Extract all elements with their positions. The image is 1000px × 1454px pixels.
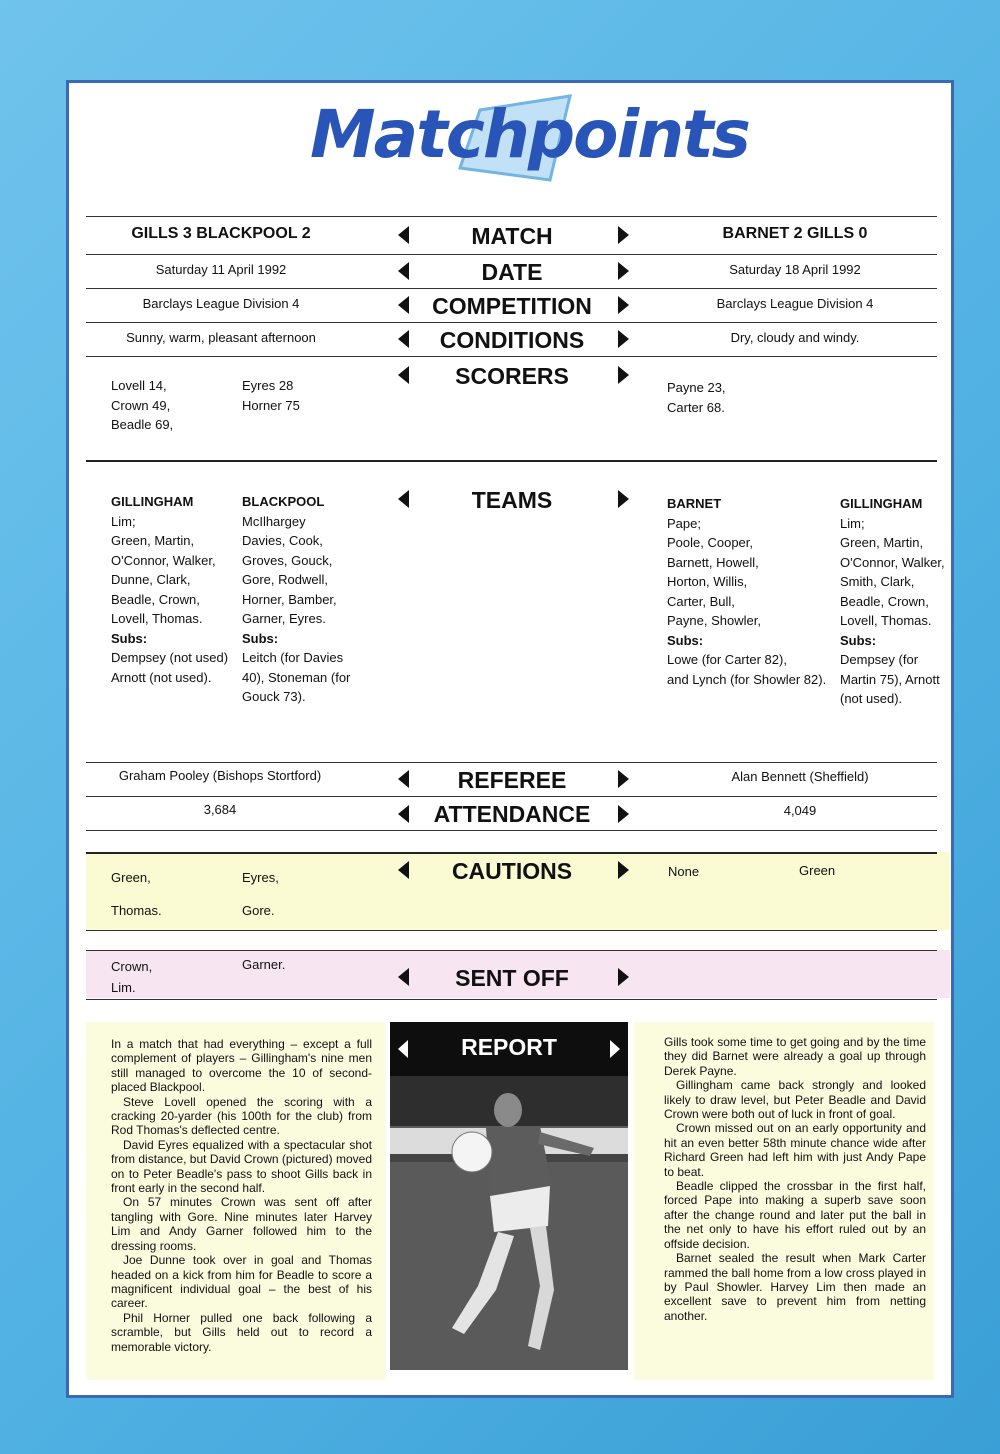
label-report: REPORT bbox=[461, 1034, 557, 1060]
left-attendance: 3,684 bbox=[203, 802, 237, 817]
left-cautions-home bbox=[111, 861, 231, 927]
subs-label: Subs: bbox=[667, 632, 704, 648]
player-line: Beadle, Crown, bbox=[111, 591, 200, 607]
sub-line: Dempsey (not used) bbox=[111, 650, 229, 665]
right-arrow-icon bbox=[618, 770, 629, 788]
left-arrow-icon bbox=[398, 296, 409, 314]
left-sent-off-home bbox=[111, 956, 231, 998]
scorer: Beadle 69, bbox=[111, 417, 174, 432]
left-arrow-icon bbox=[398, 262, 409, 280]
left-competition: Barclays League Division 4 bbox=[142, 296, 300, 311]
sent-off-player: Crown, bbox=[111, 959, 153, 974]
divider bbox=[86, 288, 937, 289]
sub-line: 40), Stoneman (for bbox=[242, 669, 351, 685]
report-left-text bbox=[111, 1037, 372, 1354]
divider bbox=[86, 356, 937, 357]
label-competition: COMPETITION bbox=[432, 293, 592, 319]
label-sent-off: SENT OFF bbox=[455, 965, 569, 991]
player-line: Smith, Clark, bbox=[840, 574, 915, 589]
right-attendance: 4,049 bbox=[783, 803, 817, 818]
player-line: O'Connor, Walker, bbox=[840, 554, 945, 570]
left-referee: Graham Pooley (Bishops Stortford) bbox=[118, 768, 322, 783]
right-arrow-icon bbox=[618, 330, 629, 348]
left-team-away bbox=[242, 492, 382, 707]
divider bbox=[86, 830, 937, 831]
player-line: Beadle, Crown, bbox=[840, 593, 929, 609]
left-date: Saturday 11 April 1992 bbox=[155, 262, 287, 277]
matchpoints-logo bbox=[310, 90, 749, 190]
player-line: Lovell, Thomas. bbox=[840, 613, 932, 628]
subs-label: Subs: bbox=[840, 632, 877, 648]
player-line: Lim; bbox=[840, 515, 865, 531]
label-attendance: ATTENDANCE bbox=[433, 801, 591, 827]
divider bbox=[86, 460, 937, 462]
left-arrow-icon bbox=[398, 861, 409, 879]
right-arrow-icon bbox=[610, 1040, 620, 1058]
report-paragraph: Gills took some time to get going and by the time they did Barnet were already a goal up through Derek Payne. bbox=[664, 1035, 926, 1078]
player-line: Poole, Cooper, bbox=[667, 535, 754, 550]
player-line: Groves, Gouck, bbox=[242, 552, 333, 568]
player-line: O'Connor, Walker, bbox=[111, 552, 216, 568]
divider bbox=[86, 322, 937, 323]
scorer: Carter 68. bbox=[667, 399, 725, 415]
sub-line: Martin 75), Arnott bbox=[840, 671, 940, 687]
left-team-home bbox=[111, 492, 239, 687]
player-line: Lovell, Thomas. bbox=[111, 611, 203, 626]
report-paragraph: On 57 minutes Crown was sent off after tangling with Gore. Nine minutes later Harvey Lim and Andy Garner followed him to the dressing rooms. bbox=[111, 1195, 372, 1253]
subs-label: Subs: bbox=[242, 630, 279, 646]
player-line: Davies, Cook, bbox=[242, 533, 323, 548]
left-arrow-icon bbox=[398, 805, 409, 823]
player-line: Green, Martin, bbox=[840, 535, 924, 550]
scorer: Horner 75 bbox=[242, 397, 300, 413]
label-conditions: CONDITIONS bbox=[439, 327, 585, 353]
left-cautions-away bbox=[242, 861, 362, 927]
sub-line: and Lynch (for Showler 82). bbox=[667, 671, 827, 687]
right-team-home bbox=[667, 494, 839, 689]
sent-off-player: Lim. bbox=[111, 980, 136, 995]
right-cautions-away: Green bbox=[799, 863, 836, 878]
scorer: Lovell 14, bbox=[111, 378, 167, 393]
divider bbox=[86, 762, 937, 763]
left-scorers-home bbox=[111, 376, 231, 435]
report-paragraph: Barnet sealed the result when Mark Carter rammed the ball home from a low cross played in by Paul Showler. Harvey Lim then made an excellent save to prevent him from netting another. bbox=[664, 1251, 926, 1323]
caution: Gore. bbox=[242, 903, 275, 918]
label-cautions: CAUTIONS bbox=[451, 858, 573, 884]
player-line: McIlhargey bbox=[242, 513, 306, 529]
left-scorers-away bbox=[242, 376, 362, 415]
caution: Eyres, bbox=[242, 870, 279, 885]
logo-title: Matchpoints bbox=[310, 96, 749, 173]
report-paragraph: David Eyres equalized with a spectacular shot from distance, but David Crown (pictured) moved on to Peter Beadle's pass to shoot Gills back in front early in the second half. bbox=[111, 1137, 372, 1196]
player-line: Garner, Eyres. bbox=[242, 611, 326, 626]
report-paragraph: Beadle clipped the crossbar in the first half, forced Pape into making a superb save soon after the change round and later put the ball in the net only to have his effort ruled out by an offside decision. bbox=[664, 1179, 926, 1251]
player-line: Carter, Bull, bbox=[667, 593, 735, 609]
divider bbox=[86, 254, 937, 255]
right-referee: Alan Bennett (Sheffield) bbox=[731, 769, 869, 784]
left-arrow-icon bbox=[398, 226, 409, 244]
player-line: Lim; bbox=[111, 513, 136, 529]
divider bbox=[86, 930, 937, 931]
footballer-photo-icon bbox=[390, 1076, 628, 1370]
divider bbox=[86, 216, 937, 217]
sub-line: Lowe (for Carter 82), bbox=[667, 652, 787, 667]
right-arrow-icon bbox=[618, 366, 629, 384]
report-paragraph: Crown missed out on an early opportunity and hit an even better 58th minute chance wide after Richard Green had left him with just Andy Pape to beat. bbox=[664, 1121, 926, 1179]
report-header bbox=[390, 1022, 628, 1076]
left-arrow-icon bbox=[398, 770, 409, 788]
right-cautions-home: None bbox=[668, 864, 700, 879]
player-line: Payne, Showler, bbox=[667, 613, 761, 628]
player-line: Barnett, Howell, bbox=[667, 554, 759, 570]
player-line: Pape; bbox=[667, 515, 701, 531]
label-match: MATCH bbox=[471, 223, 553, 249]
sub-line: Dempsey (for bbox=[840, 652, 919, 667]
player-photo bbox=[390, 1076, 628, 1370]
report-paragraph: Phil Horner pulled one back following a scramble, but Gills held out to record a memorable victory. bbox=[111, 1310, 372, 1354]
scorer: Eyres 28 bbox=[242, 378, 294, 393]
caution: Thomas. bbox=[111, 903, 162, 918]
right-scorers bbox=[667, 378, 867, 417]
sub-line: Leitch (for Davies bbox=[242, 650, 344, 665]
right-arrow-icon bbox=[618, 296, 629, 314]
sub-line: (not used). bbox=[840, 691, 903, 706]
sub-line: Gouck 73). bbox=[242, 689, 306, 704]
divider bbox=[86, 999, 937, 1000]
left-arrow-icon bbox=[398, 330, 409, 348]
player-line: Horton, Willis, bbox=[667, 574, 748, 589]
left-arrow-icon bbox=[398, 968, 409, 986]
right-arrow-icon bbox=[618, 262, 629, 280]
report-right-text bbox=[664, 1035, 926, 1323]
right-team-away bbox=[840, 494, 950, 709]
report-paragraph: Steve Lovell opened the scoring with a cracking 20-yarder (his 100th for the club) from Rod Thomas's deflected centre. bbox=[111, 1094, 372, 1138]
sub-line: Arnott (not used). bbox=[111, 669, 212, 685]
left-match-title: GILLS 3 BLACKPOOL 2 bbox=[131, 225, 311, 242]
player-line: Horner, Bamber, bbox=[242, 591, 337, 607]
player-line: Dunne, Clark, bbox=[111, 572, 191, 587]
report-paragraph: Joe Dunne took over in goal and Thomas headed on a kick from him for Beadle to score a magnificent individual goal – the best of his career. bbox=[111, 1253, 372, 1311]
right-arrow-icon bbox=[618, 226, 629, 244]
team-name: BLACKPOOL bbox=[242, 494, 325, 509]
player-line: Green, Martin, bbox=[111, 533, 195, 548]
left-sent-off-away bbox=[242, 955, 362, 975]
right-match-title: BARNET 2 GILLS 0 bbox=[722, 225, 868, 242]
left-arrow-icon bbox=[398, 366, 409, 384]
label-scorers: SCORERS bbox=[455, 363, 569, 389]
left-conditions: Sunny, warm, pleasant afternoon bbox=[126, 330, 316, 345]
divider bbox=[86, 852, 937, 854]
scorer: Payne 23, bbox=[667, 380, 726, 395]
scorer: Crown 49, bbox=[111, 397, 171, 413]
team-name: BARNET bbox=[667, 496, 722, 511]
report-paragraph: In a match that had everything – except a full complement of players – Gillingham's nine men still managed to overcome the 10 of second-placed Blackpool. bbox=[111, 1037, 372, 1095]
report-paragraph: Gillingham came back strongly and looked likely to draw level, but Peter Beadle and David Crown were both out of luck in front of goal. bbox=[664, 1078, 926, 1122]
sent-off-player: Garner. bbox=[242, 957, 286, 972]
right-competition: Barclays League Division 4 bbox=[716, 296, 874, 311]
right-date: Saturday 18 April 1992 bbox=[729, 262, 861, 277]
label-date: DATE bbox=[481, 259, 543, 285]
team-name: GILLINGHAM bbox=[840, 496, 923, 511]
right-arrow-icon bbox=[618, 968, 629, 986]
label-teams: TEAMS bbox=[471, 487, 553, 513]
team-name: GILLINGHAM bbox=[111, 494, 194, 509]
player-line: Gore, Rodwell, bbox=[242, 572, 328, 587]
right-arrow-icon bbox=[618, 805, 629, 823]
right-conditions: Dry, cloudy and windy. bbox=[730, 330, 860, 345]
left-arrow-icon bbox=[398, 490, 409, 508]
divider bbox=[86, 796, 937, 797]
label-referee: REFEREE bbox=[457, 767, 567, 793]
divider bbox=[86, 950, 937, 951]
subs-label: Subs: bbox=[111, 630, 148, 646]
right-arrow-icon bbox=[618, 861, 629, 879]
caution: Green, bbox=[111, 870, 151, 885]
right-arrow-icon bbox=[618, 490, 629, 508]
